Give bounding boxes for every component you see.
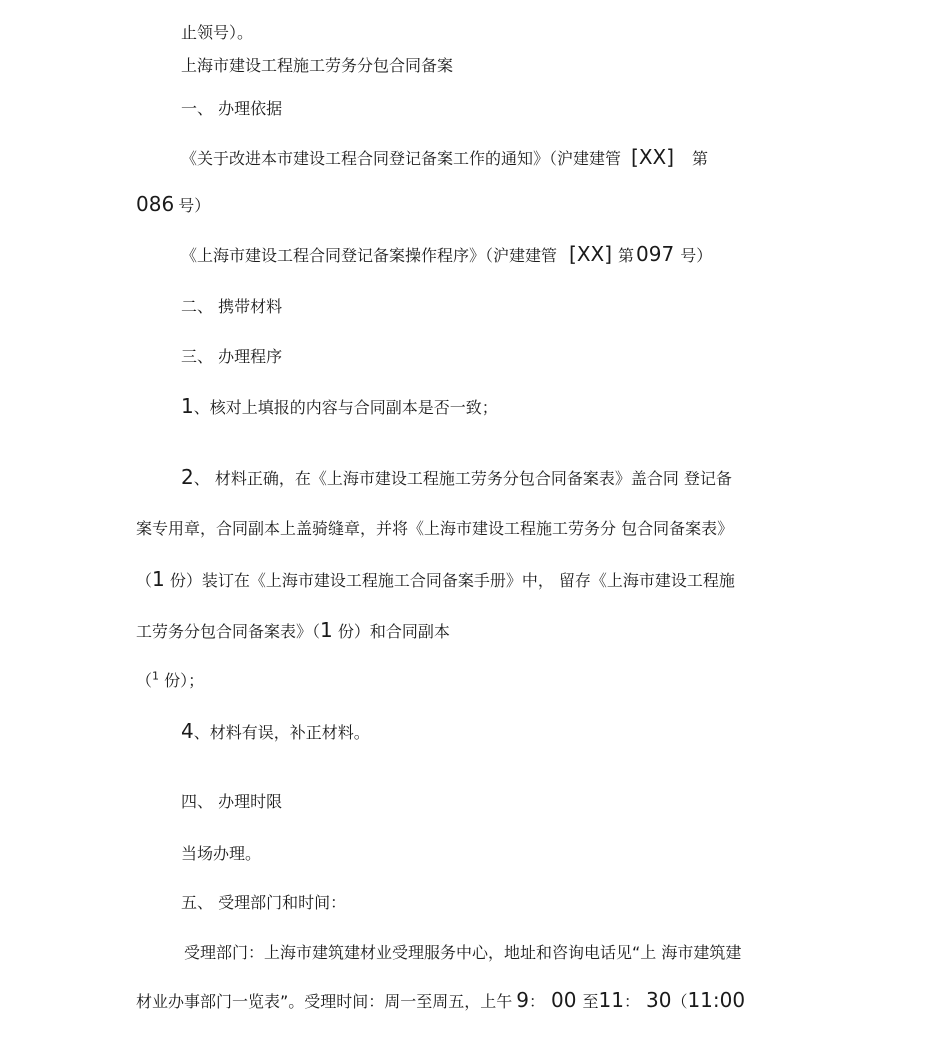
procedure-step-2-cont-3: 工劳务分包合同备案表》（1 份）和合同副本 [136,618,450,642]
heading-basis: 一、 办理依据 [181,99,283,118]
heading-procedure: 三、 办理程序 [181,347,283,366]
procedure-step-2-cont-1: 案专用章，合同副本上盖骑缝章，并将《上海市建设工程施工劳务分 包合同备案表》 [136,519,734,538]
heading-materials: 二、 携带材料 [181,297,283,316]
procedure-step-2: 2、 材料正确，在《上海市建设工程施工劳务分包合同备案表》盖合同 登记备 [181,465,732,489]
basis-line-1-cont: 086 号） [136,192,211,216]
department-time-text: 材业办事部门一览表”。受理时间：周一至周五，上午 9： 00 至11： 30（11:00 [136,988,746,1012]
heading-department: 五、 受理部门和时间： [181,893,347,912]
basis-line-1: 《关于改进本市建设工程合同登记备案工作的通知》（沪建建管 [XX] 第 [181,145,709,169]
procedure-step-1: 1、核对上填报的内容与合同副本是否一致； [181,394,498,418]
procedure-step-2-cont-2: （1 份）装订在《上海市建设工程施工合同备案手册》中， 留存《上海市建设工程施 [136,567,735,591]
section-heading: 上海市建设工程施工劳务分包合同备案 [181,56,454,75]
procedure-step-2-cont-4: （$^1$ 份）； [136,669,205,690]
procedure-step-4: 4、材料有误，补正材料。 [181,719,370,743]
heading-time-limit: 四、 办理时限 [181,792,283,811]
text-line-1: 止领号）。 [181,23,254,42]
basis-line-2: 《上海市建设工程合同登记备案操作程序》（沪建建管 [XX] 第 097 号） [181,242,713,266]
time-limit-text: 当场办理。 [181,844,262,863]
department-text: 受理部门：上海市建筑建材业受理服务中心，地址和咨询电话见“上 海市建筑建 [184,943,742,962]
